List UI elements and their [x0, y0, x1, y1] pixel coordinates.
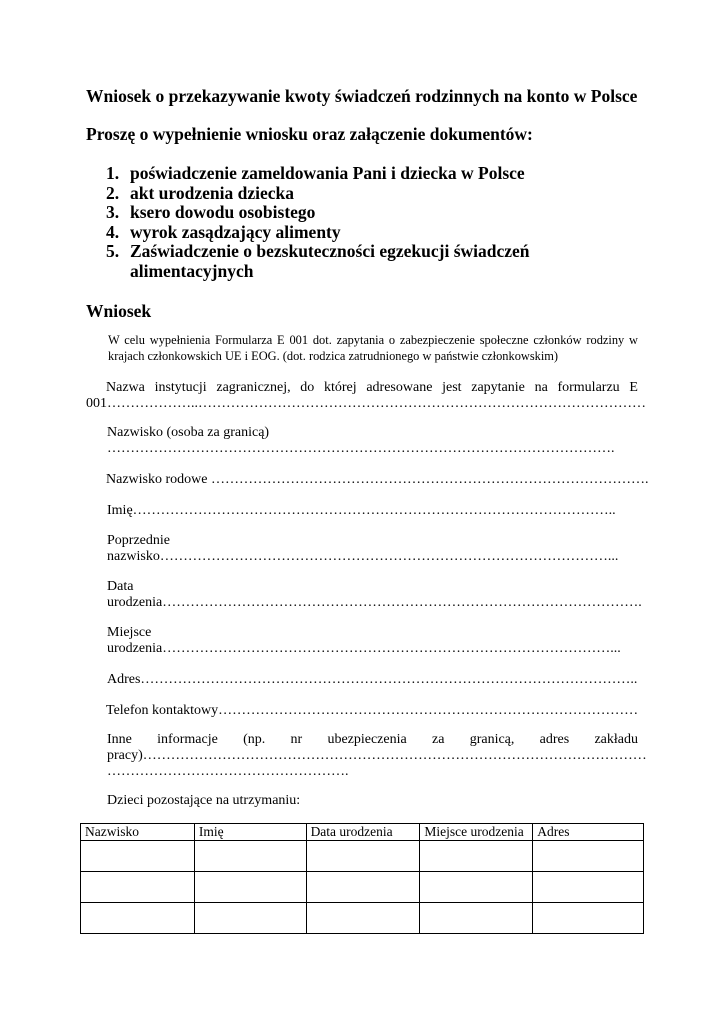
table-cell[interactable] [533, 872, 644, 903]
request-heading: Proszę o wypełnienie wniosku oraz załączenie dokumentów: [86, 124, 533, 144]
table-cell[interactable] [420, 903, 533, 934]
dependents-label: Dzieci pozostające na utrzymaniu: [107, 793, 301, 808]
column-header-surname: Nazwisko [81, 824, 195, 841]
other-info-label: Inne informacje (np. nr ubezpieczenia za granicą, adres zakładu [107, 732, 638, 747]
previous-name-label: Poprzednie [107, 533, 170, 548]
previous-name-field[interactable]: nazwisko……………………………………………………………………………………... [107, 549, 619, 564]
column-header-address: Adres [533, 824, 644, 841]
table-row [81, 903, 644, 934]
document-title: Wniosek o przekazywanie kwoty świadczeń rodzinnych na konto w Polsce [86, 86, 638, 106]
surname-abroad-label: Nazwisko (osoba za granicą) [107, 425, 270, 440]
birth-place-field[interactable]: urodzenia……………………………………………………………………………………... [107, 641, 621, 656]
surname-abroad-field[interactable]: ………………………………………………………………………………………………. [107, 441, 615, 456]
table-cell[interactable] [306, 872, 420, 903]
table-cell[interactable] [533, 903, 644, 934]
table-cell[interactable] [306, 903, 420, 934]
other-info-field-continued[interactable]: ……………………………………………. [107, 764, 349, 779]
table-cell[interactable] [194, 872, 306, 903]
birth-place-label: Miejsce [107, 625, 152, 640]
table-cell[interactable] [420, 872, 533, 903]
section-heading: Wniosek [86, 301, 152, 321]
table-cell[interactable] [81, 841, 195, 872]
intro-paragraph: W celu wypełnienia Formularza E 001 dot. zapytania o zabezpieczenie społeczne członków rodziny w krajach członkowskich UE i EOG. (dot. rodzica zatrudnionego w państwie członkowskim) [108, 333, 638, 363]
birth-date-label: Data [107, 579, 134, 594]
table-cell[interactable] [306, 841, 420, 872]
list-item: 1. poświadczenie zameldowania Pani i dziecka w Polsce [106, 163, 525, 183]
table-row [81, 841, 644, 872]
table-cell[interactable] [194, 903, 306, 934]
column-header-birth-date: Data urodzenia [306, 824, 420, 841]
institution-field-label: Nazwa instytucji zagranicznej, do której adresowane jest zapytanie na formularzu E [106, 380, 638, 395]
list-item: 4. wyrok zasądzający alimenty [106, 221, 341, 242]
table-cell[interactable] [420, 841, 533, 872]
dependents-table [80, 823, 644, 934]
first-name-field[interactable]: Imię………………………………………………………………………………………….. [107, 503, 616, 518]
other-info-field[interactable]: pracy)……………………………………………………………………………………………… [107, 748, 647, 763]
required-documents-list [106, 164, 550, 281]
table-header-row [81, 824, 644, 841]
institution-field[interactable]: 001………………..…………………………………………………………………………………… [86, 396, 646, 411]
column-header-first-name: Imię [194, 824, 306, 841]
list-item: 3. ksero dowodu osobistego [106, 202, 316, 222]
birth-date-field[interactable]: urodzenia…………………………………………………………………………………………. [107, 595, 642, 610]
maiden-name-field[interactable]: Nazwisko rodowe …………………………………………………………………………………. [106, 472, 649, 487]
table-cell[interactable] [81, 872, 195, 903]
table-cell[interactable] [194, 841, 306, 872]
list-item: 2. akt urodzenia dziecka [106, 182, 294, 203]
table-cell[interactable] [81, 903, 195, 934]
address-field[interactable]: Adres…………………………………………………………………………………………….. [107, 672, 638, 687]
list-item: 5. Zaświadczenie o bezskuteczności egzekucji świadczeń alimentacyjnych [106, 241, 530, 281]
table-row [81, 872, 644, 903]
column-header-birth-place: Miejsce urodzenia [420, 824, 533, 841]
table-cell[interactable] [533, 841, 644, 872]
phone-field[interactable]: Telefon kontaktowy……………………………………………………………………………… [106, 703, 639, 718]
